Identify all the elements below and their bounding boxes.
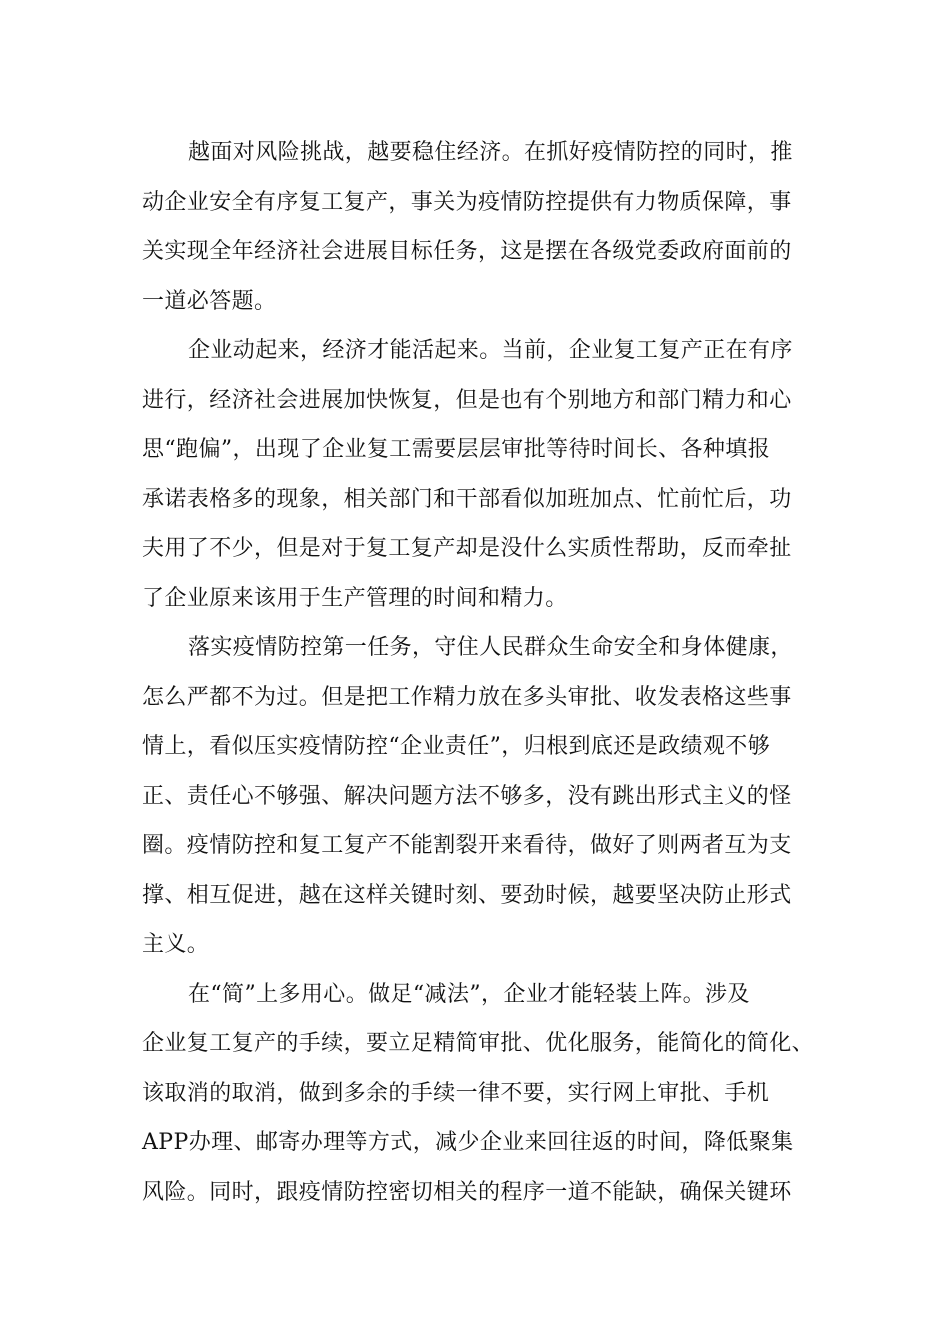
paragraph-1 <box>142 128 808 326</box>
text-line: 怎么严都不为过。但是把工作精力放在多头审批、收发表格这些事 <box>142 684 792 710</box>
text-line: 主义。 <box>142 932 210 957</box>
text-line: 夫用了不少，但是对于复工复产却是没什么实质性帮助，反而牵扯 <box>142 536 792 561</box>
text-line: 风险。同时，跟疫情防控密切相关的程序一道不能缺，确保关键环 <box>142 1179 792 1205</box>
paragraph-2 <box>142 326 808 623</box>
text-line: 关实现全年经济社会进展目标任务，这是摆在各级党委政府面前的 <box>142 239 792 264</box>
text-line: 企业动起来，经济才能活起来。当前，企业复工复产正在有序 <box>188 338 793 363</box>
text-line: 进行，经济社会进展加快恢复，但是也有个别地方和部门精力和心 <box>142 387 792 413</box>
text-line: 圈。疫情防控和复工复产不能割裂开来看待，做好了则两者互为支 <box>142 833 792 858</box>
text-line: 承诺表格多的现象，相关部门和干部看似加班加点、忙前忙后，功 <box>142 486 792 512</box>
text-line: 了企业原来该用于生产管理的时间和精力。 <box>142 585 568 611</box>
text-line: 越面对风险挑战，越要稳住经济。在抓好疫情防控的同时，推 <box>188 140 793 165</box>
paragraph-3 <box>142 623 808 970</box>
text-line: 该取消的取消，做到多余的手续一律不要，实行网上审批、手机 <box>142 1080 770 1106</box>
text-line: 正、责任心不够强、解决问题方法不够多，没有跳出形式主义的怪 <box>142 783 792 809</box>
text-line: APP办理、邮寄办理等方式，减少企业来回往返的时间，降低聚集 <box>142 1130 794 1155</box>
text-line: 撑、相互促进，越在这样关键时刻、要劲时候，越要坚决防止形式 <box>142 882 792 908</box>
document-body <box>142 128 815 1217</box>
text-line: 一道必答题。 <box>142 288 277 314</box>
text-line: 动企业安全有序复工复产，事关为疫情防控提供有力物质保障，事 <box>142 189 792 215</box>
text-line: 情上，看似压实疫情防控“企业责任”，归根到底还是政绩观不够 <box>142 734 771 759</box>
text-line: 企业复工复产的手续，要立足精简审批、优化服务，能简化的简化、 <box>142 1031 815 1056</box>
text-line: 在“简”上多用心。做足“减法”，企业才能轻装上阵。涉及 <box>188 981 750 1007</box>
text-line: 思“跑偏”，出现了企业复工需要层层审批等待时间长、各种填报 <box>142 437 771 462</box>
text-line: 落实疫情防控第一任务，守住人民群众生命安全和身体健康， <box>188 635 793 660</box>
paragraph-4 <box>142 970 815 1218</box>
